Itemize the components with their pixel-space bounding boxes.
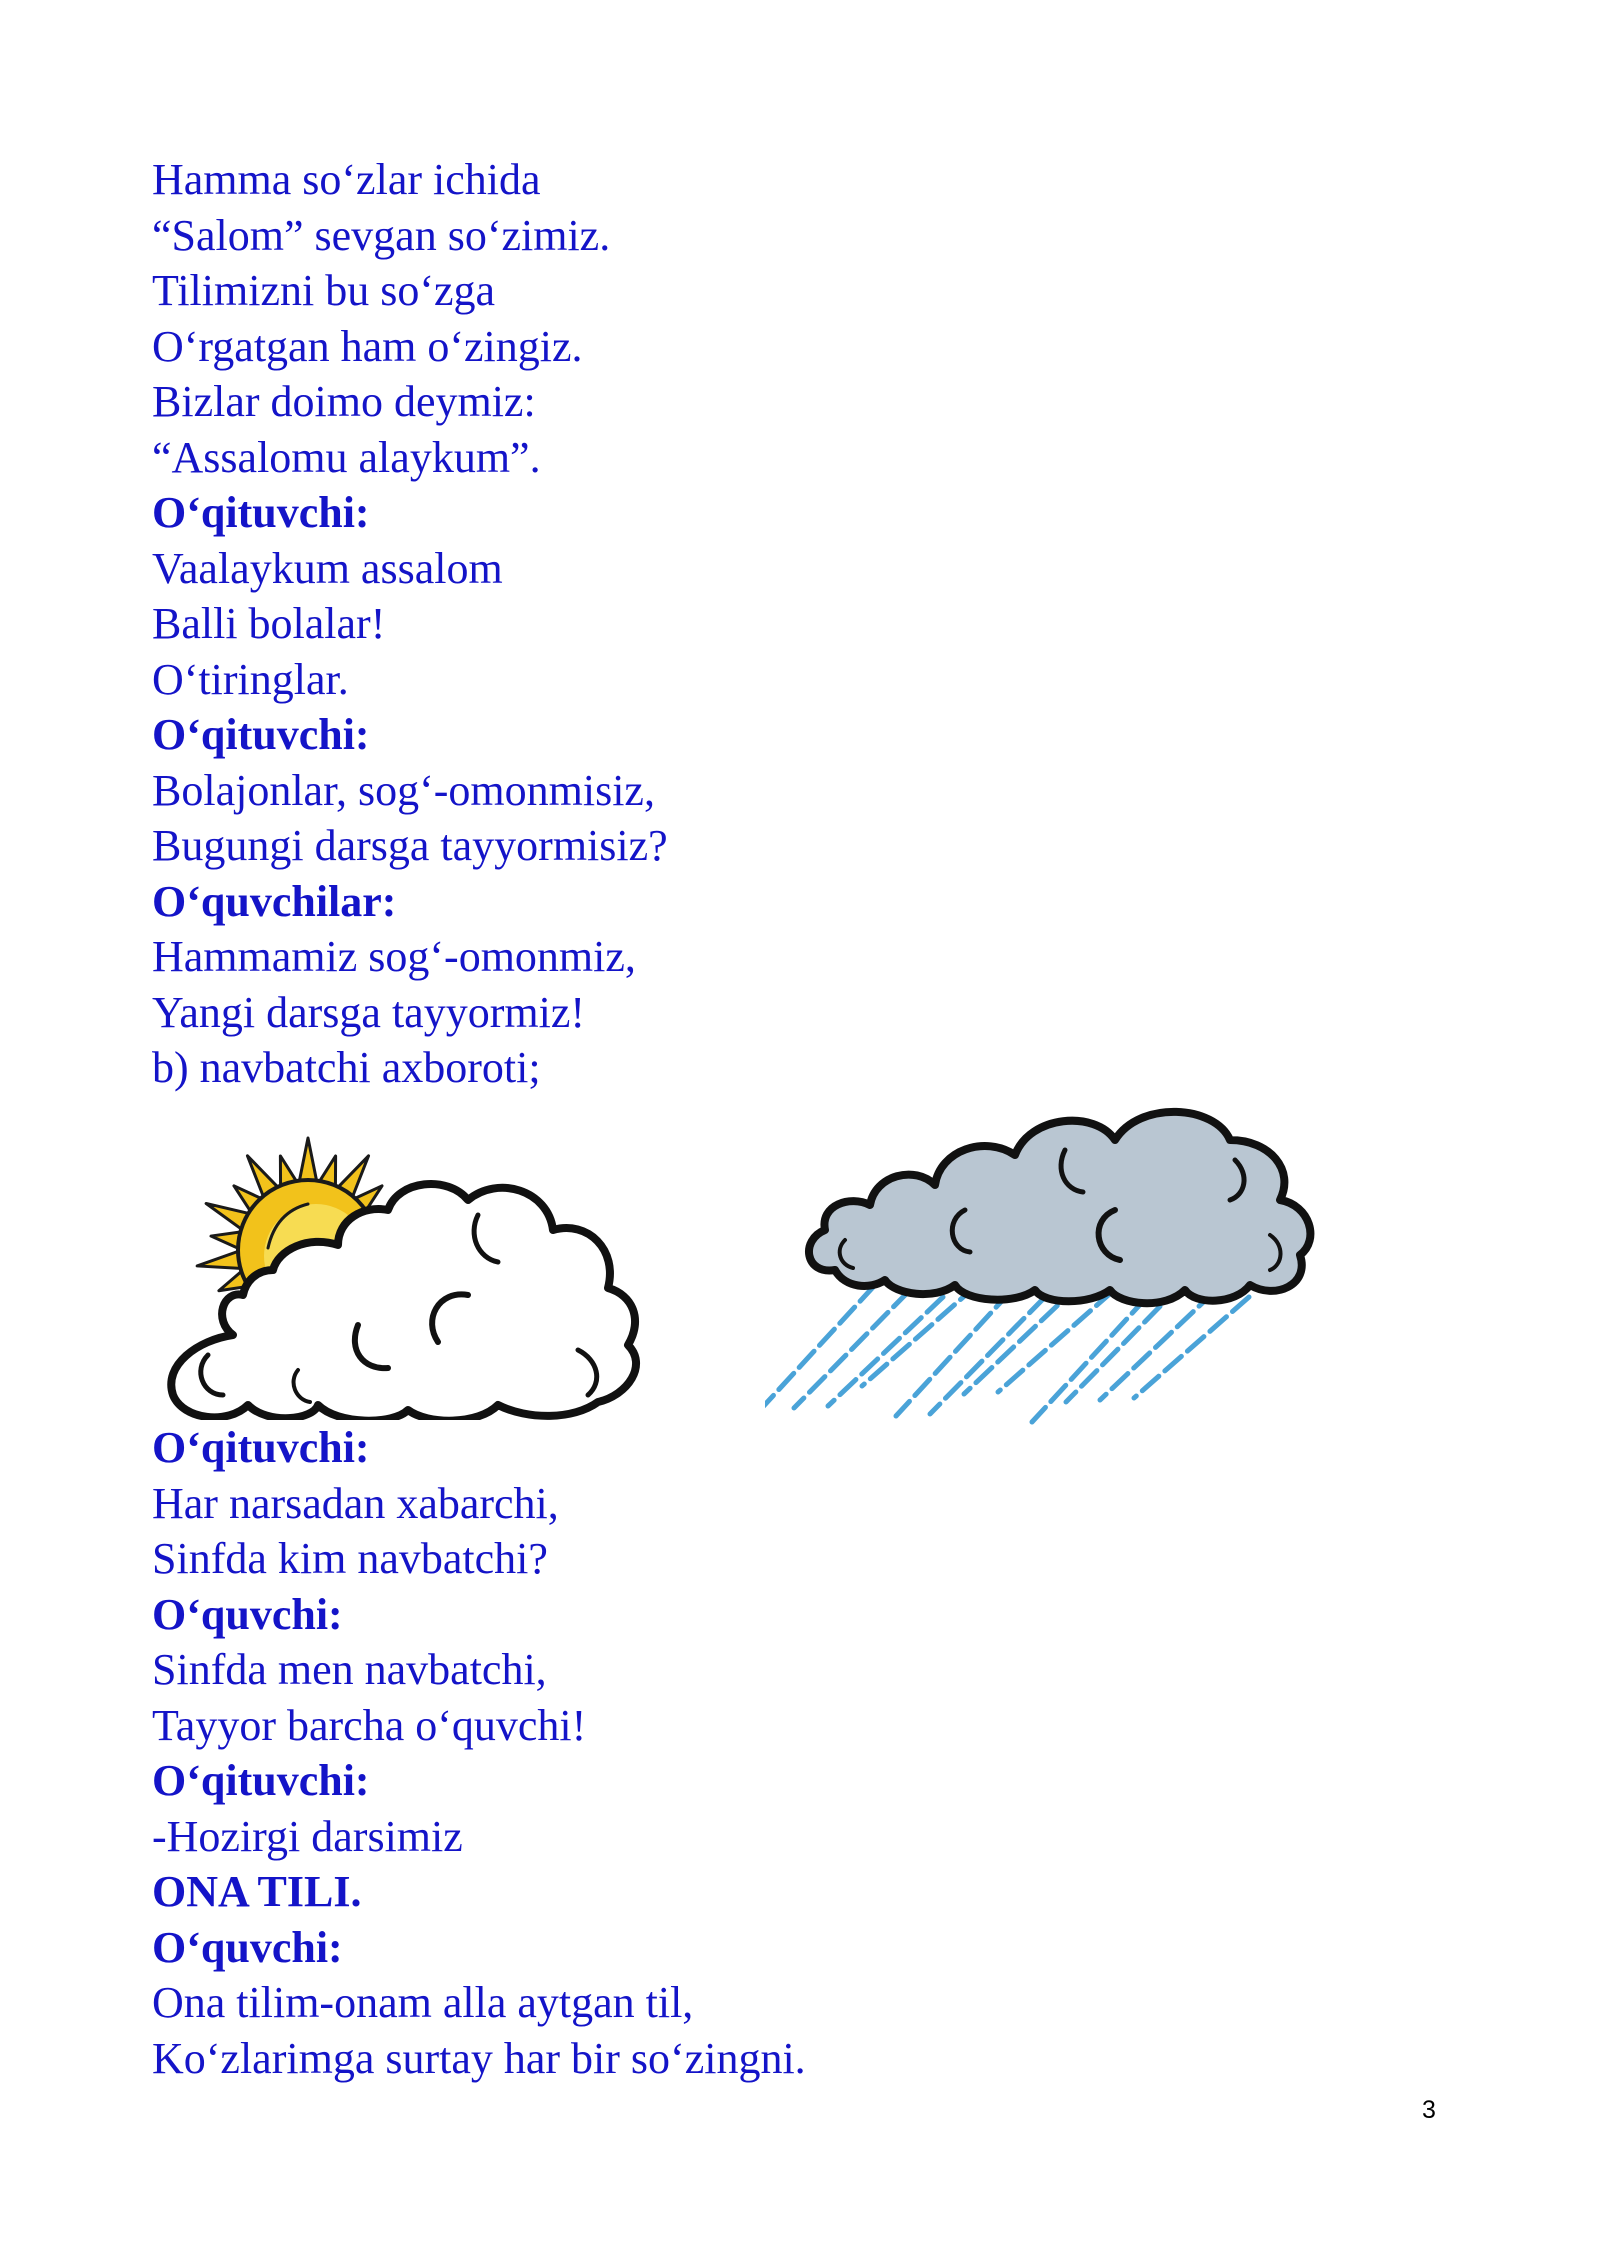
page-number: 3: [1422, 2096, 1436, 2124]
text-block-bottom: [152, 1420, 806, 2086]
text-line: Hammamiz sog‘-omonmiz,: [152, 932, 636, 981]
text-line: b) navbatchi axboroti;: [152, 1043, 541, 1092]
text-line: Tayyor barcha o‘quvchi!: [152, 1700, 587, 1750]
text-line: Ko‘zlarimga surtay har bir so‘zingni.: [152, 2033, 806, 2083]
speaker-label: O‘qituvchi:: [152, 710, 370, 759]
text-line: Sinfda kim navbatchi?: [152, 1534, 548, 1583]
text-line: “Assalomu alaykum”.: [152, 432, 541, 482]
text-line: O‘rgatgan ham o‘zingiz.: [152, 321, 583, 371]
rain-streak: [862, 1285, 977, 1386]
speaker-label: O‘quvchilar:: [152, 876, 397, 926]
text-line: Bizlar doimo deymiz:: [152, 377, 536, 426]
rain-cloud-icon: [765, 1090, 1365, 1430]
text-line: -Hozirgi darsimiz: [152, 1811, 463, 1861]
speaker-label: O‘qituvchi:: [152, 488, 370, 537]
text-line: Ona tilim-onam alla aytgan til,: [152, 1978, 694, 2027]
rain-streak: [765, 1285, 875, 1410]
text-line: Vaalaykum assalom: [152, 543, 503, 593]
text-line: Hamma so‘zlar ichida: [152, 155, 541, 204]
text-line: Yangi darsga tayyormiz!: [152, 987, 585, 1037]
text-line: “Salom” sevgan so‘zimiz.: [152, 210, 611, 260]
text-line: Sinfda men navbatchi,: [152, 1645, 547, 1694]
text-line: Tilimizni bu so‘zga: [152, 266, 496, 315]
text-block-top: [152, 152, 668, 1096]
rain-streak: [896, 1291, 1011, 1416]
text-line: Har narsadan xabarchi,: [152, 1478, 559, 1528]
speaker-label: O‘quvchi:: [152, 1589, 343, 1639]
text-line: Balli bolalar!: [152, 599, 386, 648]
sun-behind-cloud-icon: [148, 1120, 668, 1420]
text-line: O‘tiringlar.: [152, 654, 349, 704]
text-line: Bolajonlar, sog‘-omonmisiz,: [152, 765, 655, 815]
text-line: Bugungi darsga tayyormisiz?: [152, 821, 668, 870]
speaker-label: O‘quvchi:: [152, 1922, 343, 1972]
speaker-label: ONA TILI.: [152, 1867, 362, 1916]
speaker-label: O‘qituvchi:: [152, 1756, 370, 1805]
speaker-label: O‘qituvchi:: [152, 1423, 370, 1472]
